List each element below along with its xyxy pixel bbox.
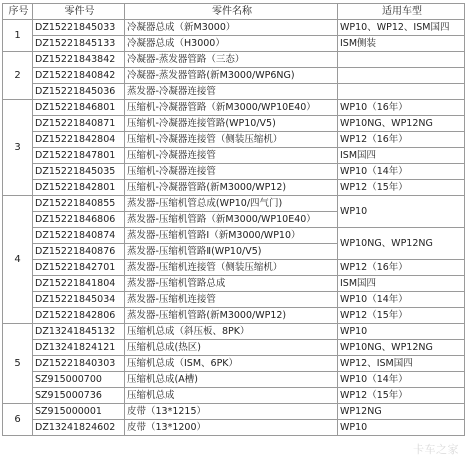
part-name-cell: 皮带（13*1215）: [125, 404, 338, 420]
part-name-cell: 压缩机-冷凝器连接管: [125, 148, 338, 164]
part-number-cell: SZ915000700: [33, 372, 125, 388]
table-row: [3, 196, 465, 212]
part-name-cell: 压缩机-冷凝器连接管（侧装压缩机）: [125, 132, 338, 148]
table-body: [3, 20, 465, 436]
model-cell: WP12（15年）: [338, 180, 465, 196]
table-row: [3, 420, 465, 436]
table-row: [3, 36, 465, 52]
part-number-cell: SZ915000736: [33, 388, 125, 404]
model-cell: WP10: [338, 196, 465, 228]
part-name-cell: 皮带（13*1200）: [125, 420, 338, 436]
part-number-cell: DZ15221845133: [33, 36, 125, 52]
table-row: [3, 52, 465, 68]
part-name-cell: 压缩机总成（斜压板、8PK）: [125, 324, 338, 340]
part-number-cell: DZ15221846801: [33, 100, 125, 116]
table-row: [3, 20, 465, 36]
part-name-cell: 压缩机-冷凝器连接管路(WP10/V5): [125, 116, 338, 132]
model-cell: [338, 52, 465, 68]
part-number-cell: DZ13241824121: [33, 340, 125, 356]
model-cell: WP12（15年）: [338, 388, 465, 404]
part-number-cell: DZ15221840855: [33, 196, 125, 212]
part-number-cell: DZ15221843842: [33, 52, 125, 68]
model-cell: WP10NG、WP12NG: [338, 116, 465, 132]
model-cell: [338, 84, 465, 100]
model-cell: WP10NG、WP12NG: [338, 340, 465, 356]
model-cell: WP10: [338, 324, 465, 340]
model-cell: ISM国四: [338, 276, 465, 292]
part-name-cell: 蒸发器-压缩机管路(新M3000/WP12): [125, 308, 338, 324]
part-number-cell: DZ15221842701: [33, 260, 125, 276]
seq-cell: 2: [3, 52, 33, 100]
model-cell: ISM国四: [338, 148, 465, 164]
seq-cell: 5: [3, 324, 33, 404]
table-row: [3, 388, 465, 404]
part-number-cell: DZ13241824602: [33, 420, 125, 436]
model-cell: WP10: [338, 420, 465, 436]
table-row: [3, 292, 465, 308]
model-cell: WP12（16年）: [338, 132, 465, 148]
model-cell: WP12（15年）: [338, 308, 465, 324]
part-name-cell: 压缩机总成（ISM、6PK）: [125, 356, 338, 372]
seq-cell: 1: [3, 20, 33, 52]
watermark: 卡车之家: [413, 443, 459, 456]
part-name-cell: 蒸发器-压缩机管路Ⅱ(WP10/V5): [125, 244, 338, 260]
model-cell: WP10（14年）: [338, 292, 465, 308]
part-name-cell: 蒸发器-压缩机管路（新M3000/WP10E40）: [125, 212, 338, 228]
seq-cell: 3: [3, 100, 33, 196]
table-row: [3, 372, 465, 388]
table-row: [3, 260, 465, 276]
model-cell: WP10（14年）: [338, 164, 465, 180]
header-applicable-model: 适用车型: [338, 4, 465, 20]
part-number-cell: DZ15221842801: [33, 180, 125, 196]
table-row: [3, 180, 465, 196]
model-cell: WP10NG、WP12NG: [338, 228, 465, 260]
table-row: [3, 308, 465, 324]
part-name-cell: 压缩机总成(A槽): [125, 372, 338, 388]
part-name-cell: 压缩机-冷凝器管路(新M3000/WP12): [125, 180, 338, 196]
table-row: [3, 68, 465, 84]
part-number-cell: DZ15221846806: [33, 212, 125, 228]
part-number-cell: DZ15221840871: [33, 116, 125, 132]
part-number-cell: DZ15221845034: [33, 292, 125, 308]
part-name-cell: 压缩机-冷凝器管路（新M3000/WP10E40）: [125, 100, 338, 116]
part-name-cell: 蒸发器-压缩机管路总成: [125, 276, 338, 292]
table-row: [3, 276, 465, 292]
header-row: [3, 4, 465, 20]
header-part-number: 零件号: [33, 4, 125, 20]
table-row: [3, 356, 465, 372]
part-number-cell: DZ15221841804: [33, 276, 125, 292]
model-cell: WP10、WP12、ISM国四: [338, 20, 465, 36]
model-cell: WP12NG: [338, 404, 465, 420]
table-row: [3, 148, 465, 164]
part-number-cell: DZ15221840842: [33, 68, 125, 84]
header-part-name: 零件名称: [125, 4, 338, 20]
model-cell: WP10（16年）: [338, 100, 465, 116]
part-name-cell: 压缩机总成(热区): [125, 340, 338, 356]
table-row: [3, 84, 465, 100]
part-number-cell: DZ15221840303: [33, 356, 125, 372]
part-number-cell: SZ915000001: [33, 404, 125, 420]
table-row: [3, 164, 465, 180]
part-name-cell: 蒸发器-压缩机连接管: [125, 292, 338, 308]
part-number-cell: DZ15221840876: [33, 244, 125, 260]
model-cell: WP12、ISM国四: [338, 356, 465, 372]
table-row: [3, 228, 465, 244]
part-name-cell: 蒸发器-压缩机连接管（侧装压缩机）: [125, 260, 338, 276]
seq-cell: 4: [3, 196, 33, 324]
part-number-cell: DZ15221842806: [33, 308, 125, 324]
part-number-cell: DZ13241845132: [33, 324, 125, 340]
table-row: [3, 100, 465, 116]
parts-table: [2, 3, 465, 436]
part-number-cell: DZ15221842804: [33, 132, 125, 148]
part-name-cell: 压缩机总成: [125, 388, 338, 404]
header-seq: 序号: [3, 4, 33, 20]
part-name-cell: 冷凝器-蒸发器管路(新M3000/WP6NG): [125, 68, 338, 84]
model-cell: WP10（14年）: [338, 372, 465, 388]
table-row: [3, 132, 465, 148]
table-row: [3, 116, 465, 132]
part-name-cell: 压缩机-冷凝器连接管: [125, 164, 338, 180]
part-number-cell: DZ15221845036: [33, 84, 125, 100]
model-cell: ISM侧装: [338, 36, 465, 52]
part-name-cell: 冷凝器总成（新M3000）: [125, 20, 338, 36]
model-cell: WP12（16年）: [338, 260, 465, 276]
part-name-cell: 蒸发器-压缩机管路Ⅰ（新M3000/WP10）: [125, 228, 338, 244]
part-name-cell: 蒸发器-冷凝器连接管: [125, 84, 338, 100]
table-row: [3, 324, 465, 340]
part-number-cell: DZ15221847801: [33, 148, 125, 164]
part-name-cell: 冷凝器总成（H3000）: [125, 36, 338, 52]
part-name-cell: 冷凝器-蒸发器管路（三态）: [125, 52, 338, 68]
seq-cell: 6: [3, 404, 33, 436]
table-row: [3, 404, 465, 420]
part-number-cell: DZ15221845033: [33, 20, 125, 36]
part-number-cell: DZ15221845035: [33, 164, 125, 180]
part-number-cell: DZ15221840874: [33, 228, 125, 244]
table-row: [3, 340, 465, 356]
part-name-cell: 蒸发器-压缩机管总成(WP10/四气门): [125, 196, 338, 212]
model-cell: [338, 68, 465, 84]
